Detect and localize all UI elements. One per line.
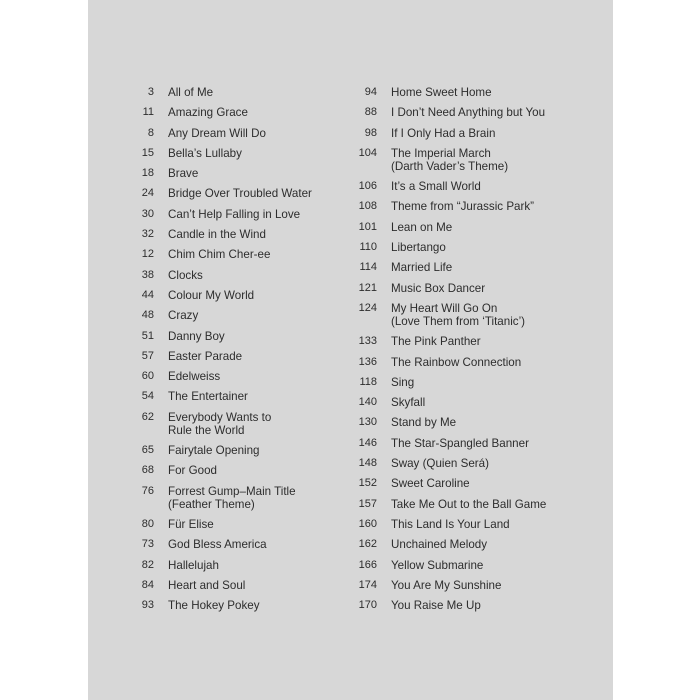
entry-title: God Bless America xyxy=(168,538,267,552)
entry-page-number: 73 xyxy=(141,538,154,551)
entry-page-number: 57 xyxy=(141,349,154,362)
entry-title: Crazy xyxy=(168,309,199,323)
contents-entry xyxy=(132,208,382,221)
entry-page-number: 148 xyxy=(358,457,377,470)
contents-entry xyxy=(350,302,600,328)
entry-page-number: 170 xyxy=(358,599,377,612)
entry-page-number: 11 xyxy=(142,106,154,119)
entry-page-number: 133 xyxy=(358,335,377,348)
entry-page-number: 65 xyxy=(141,444,154,457)
contents-entry xyxy=(132,86,382,99)
entry-page-number: 94 xyxy=(364,86,377,98)
entry-title: Für Elise xyxy=(168,517,214,531)
contents-entry xyxy=(350,416,600,429)
entry-page-number: 68 xyxy=(141,464,154,477)
entry-page-number: 88 xyxy=(364,106,377,119)
contents-entry xyxy=(132,167,382,180)
contents-entry xyxy=(132,309,382,322)
contents-entry xyxy=(350,437,600,450)
entry-page-number: 121 xyxy=(358,281,377,294)
entry-page-number: 110 xyxy=(359,241,377,254)
entry-page-number: 106 xyxy=(358,180,377,193)
entry-title: I Don’t Need Anything but You xyxy=(391,106,546,120)
entry-page-number: 174 xyxy=(358,578,377,591)
contents-entry xyxy=(350,180,600,193)
contents-entry xyxy=(350,477,600,490)
contents-entry xyxy=(132,485,382,511)
entry-page-number: 32 xyxy=(141,228,154,241)
contents-entry xyxy=(132,538,382,551)
entry-page-number: 118 xyxy=(359,375,377,388)
contents-entry xyxy=(132,289,382,302)
entry-title: Colour My World xyxy=(168,288,255,302)
entry-page-number: 157 xyxy=(358,497,377,510)
contents-entry xyxy=(132,390,382,403)
entry-title: Clocks xyxy=(168,268,203,282)
entry-title: Sweet Caroline xyxy=(391,477,470,491)
entry-page-number: 162 xyxy=(358,538,377,551)
entry-page-number: 160 xyxy=(358,517,377,530)
entry-page-number: 12 xyxy=(141,248,154,261)
entry-title: All of Me xyxy=(168,86,214,99)
entry-page-number: 54 xyxy=(141,390,154,403)
contents-entry xyxy=(350,396,600,409)
contents-entry xyxy=(350,200,600,213)
entry-title: Take Me Out to the Ball Game xyxy=(391,497,547,511)
entry-title: Everybody Wants to Rule the World xyxy=(168,410,272,437)
contents-entry xyxy=(132,330,382,343)
contents-entry xyxy=(132,518,382,531)
entry-title: The Rainbow Connection xyxy=(391,355,522,369)
contents-entry xyxy=(350,559,600,572)
entry-page-number: 76 xyxy=(141,484,154,497)
entry-title: The Imperial March (Darth Vader’s Theme) xyxy=(391,146,509,173)
contents-entry xyxy=(132,147,382,160)
entry-title: Sing xyxy=(391,375,415,389)
entry-title: The Hokey Pokey xyxy=(168,599,260,613)
contents-entry xyxy=(132,248,382,261)
entry-page-number: 48 xyxy=(141,309,154,322)
entry-title: You Are My Sunshine xyxy=(391,578,502,592)
contents-entry xyxy=(350,261,600,274)
contents-entry xyxy=(132,187,382,200)
entry-title: Danny Boy xyxy=(168,329,225,343)
entry-title: Lean on Me xyxy=(391,220,453,234)
entry-title: Edelweiss xyxy=(168,370,221,384)
entry-page-number: 98 xyxy=(364,126,377,139)
contents-column-right xyxy=(350,86,600,619)
contents-entry xyxy=(132,370,382,383)
entry-title: The Star-Spangled Banner xyxy=(391,436,529,450)
contents-entry xyxy=(132,579,382,592)
contents-entry xyxy=(132,127,382,140)
entry-title: Unchained Melody xyxy=(391,538,488,552)
contents-entry xyxy=(132,228,382,241)
contents-entry xyxy=(350,86,600,99)
entry-title: The Entertainer xyxy=(168,390,248,404)
entry-page-number: 146 xyxy=(358,436,377,449)
entry-title: Brave xyxy=(168,167,199,181)
entry-page-number: 130 xyxy=(358,416,377,429)
entry-page-number: 136 xyxy=(358,355,377,368)
entry-page-number: 51 xyxy=(141,329,154,342)
contents-entry xyxy=(350,376,600,389)
contents-page xyxy=(88,0,613,700)
entry-title: My Heart Will Go On (Love Them from ‘Titanic’) xyxy=(391,301,526,328)
entry-page-number: 152 xyxy=(358,477,377,490)
entry-title: Candle in the Wind xyxy=(168,228,266,242)
contents-entry xyxy=(350,106,600,119)
entry-title: Heart and Soul xyxy=(168,578,246,592)
contents-entry xyxy=(132,411,382,437)
entry-page-number: 82 xyxy=(141,558,154,571)
contents-entry xyxy=(350,457,600,470)
entry-title: Forrest Gump–Main Title (Feather Theme) xyxy=(168,484,296,511)
entry-title: Bridge Over Troubled Water xyxy=(168,187,312,201)
contents-entry xyxy=(350,282,600,295)
entry-title: Home Sweet Home xyxy=(391,86,492,99)
entry-title: The Pink Panther xyxy=(391,335,481,349)
entry-page-number: 104 xyxy=(358,146,377,159)
entry-page-number: 101 xyxy=(358,220,377,233)
entry-title: Chim Chim Cher-ee xyxy=(168,248,271,262)
entry-title: Bella’s Lullaby xyxy=(168,146,242,160)
contents-entry xyxy=(132,444,382,457)
entry-page-number: 30 xyxy=(141,207,154,220)
entry-title: Any Dream Will Do xyxy=(168,126,266,140)
entry-page-number: 8 xyxy=(147,126,154,139)
entry-title: For Good xyxy=(168,464,217,478)
entry-title: Can’t Help Falling in Love xyxy=(168,207,301,221)
entry-page-number: 18 xyxy=(141,167,154,180)
entry-title: Married Life xyxy=(391,261,453,275)
entry-title: Stand by Me xyxy=(391,416,457,430)
entry-page-number: 93 xyxy=(141,599,154,612)
entry-title: It’s a Small World xyxy=(391,180,481,194)
entry-title: Hallelujah xyxy=(168,558,219,572)
entry-page-number: 166 xyxy=(358,558,377,571)
entry-title: Sway (Quien Será) xyxy=(391,457,489,471)
entry-page-number: 62 xyxy=(141,410,154,423)
contents-entry xyxy=(350,127,600,140)
contents-entry xyxy=(350,498,600,511)
contents-entry xyxy=(350,241,600,254)
entry-title: Music Box Dancer xyxy=(391,281,486,295)
contents-entry xyxy=(132,350,382,363)
contents-entry xyxy=(132,464,382,477)
entry-page-number: 84 xyxy=(141,578,154,591)
entry-title: Skyfall xyxy=(391,396,426,410)
entry-page-number: 108 xyxy=(358,200,377,213)
entry-page-number: 114 xyxy=(359,261,377,274)
entry-title: Fairytale Opening xyxy=(168,444,260,458)
contents-entry xyxy=(350,518,600,531)
entry-title: Theme from “Jurassic Park” xyxy=(391,200,535,214)
entry-title: This Land Is Your Land xyxy=(391,517,510,531)
entry-page-number: 80 xyxy=(141,517,154,530)
contents-entry xyxy=(350,335,600,348)
contents-entry xyxy=(132,559,382,572)
contents-entry xyxy=(350,356,600,369)
entry-title: If I Only Had a Brain xyxy=(391,126,496,140)
contents-entry xyxy=(132,106,382,119)
contents-entry xyxy=(350,538,600,551)
entry-page-number: 124 xyxy=(358,301,377,314)
entry-page-number: 140 xyxy=(358,396,377,409)
contents-entry xyxy=(132,599,382,612)
entry-title: Yellow Submarine xyxy=(391,558,484,572)
entry-page-number: 60 xyxy=(141,370,154,383)
contents-entry xyxy=(350,579,600,592)
contents-entry xyxy=(350,221,600,234)
entry-page-number: 38 xyxy=(141,268,154,281)
entry-title: Libertango xyxy=(391,241,446,255)
contents-entry xyxy=(132,269,382,282)
contents-column-left xyxy=(132,86,382,619)
contents-entry xyxy=(350,147,600,173)
entry-page-number: 3 xyxy=(147,86,154,98)
contents-entry xyxy=(350,599,600,612)
entry-page-number: 15 xyxy=(141,146,154,159)
entry-page-number: 44 xyxy=(141,288,154,301)
entry-page-number: 24 xyxy=(141,187,154,200)
entry-title: Easter Parade xyxy=(168,349,243,363)
entry-title: You Raise Me Up xyxy=(391,599,481,613)
entry-title: Amazing Grace xyxy=(168,106,248,120)
